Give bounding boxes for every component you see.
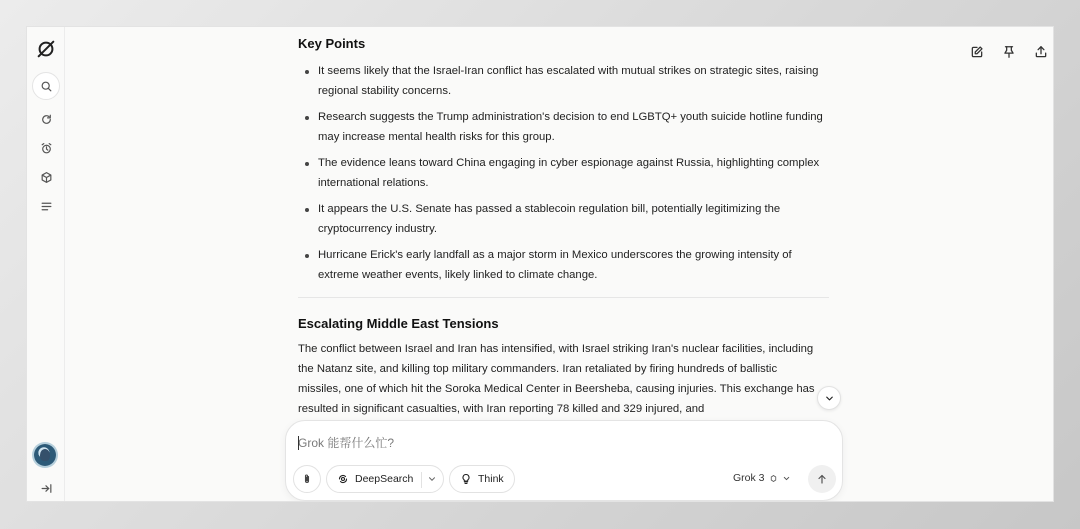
app-window (27, 27, 1053, 501)
model-label: Grok 3 (733, 472, 765, 484)
composer (285, 420, 843, 501)
alarm-icon[interactable] (33, 135, 59, 161)
key-points-heading: Key Points (298, 36, 366, 51)
scroll-to-bottom-button[interactable] (817, 386, 841, 410)
pill-divider (421, 472, 422, 488)
cube-icon[interactable] (33, 164, 59, 190)
list-item: Research suggests the Trump administration's decision to end LGBTQ+ youth suicide hotline funding may increase mental health risks for this group. (298, 107, 829, 147)
chevron-down-icon (824, 393, 835, 404)
model-selector[interactable] (733, 472, 791, 484)
lightbulb-icon (460, 473, 472, 485)
grok-logo-icon[interactable] (33, 36, 59, 62)
pin-icon[interactable] (997, 40, 1021, 64)
arrow-up-icon (816, 473, 828, 485)
chevron-down-icon[interactable] (427, 474, 437, 484)
sidebar (27, 27, 65, 501)
response-content (298, 27, 829, 421)
chevron-down-icon (782, 474, 791, 483)
share-icon[interactable] (1029, 40, 1053, 64)
expand-sidebar-icon[interactable] (33, 475, 59, 501)
divider (298, 297, 829, 298)
list-item: The evidence leans toward China engaging in cyber espionage against Russia, highlighting complex international relations. (298, 153, 829, 193)
model-mode-icon (769, 474, 778, 483)
deepsearch-button[interactable] (326, 465, 444, 493)
send-button[interactable] (808, 465, 836, 493)
list-item: Hurricane Erick's early landfall as a major storm in Mexico underscores the growing intensity of extreme weather events, likely linked to climate change. (298, 245, 829, 285)
text-caret (298, 436, 299, 450)
key-points-list (298, 61, 829, 291)
menu-icon[interactable] (33, 193, 59, 219)
think-button[interactable] (449, 465, 515, 493)
search-icon[interactable] (32, 72, 60, 100)
section-heading: Escalating Middle East Tensions (298, 316, 499, 331)
refresh-icon[interactable] (33, 106, 59, 132)
paperclip-icon (301, 473, 313, 485)
edit-icon[interactable] (965, 40, 989, 64)
avatar[interactable] (34, 444, 56, 466)
list-item: It appears the U.S. Senate has passed a stablecoin regulation bill, potentially legitimizing the cryptocurrency industry. (298, 199, 829, 239)
header-actions (965, 40, 1053, 64)
list-item: It seems likely that the Israel-Iran conflict has escalated with mutual strikes on strategic sites, raising regional stability concerns. (298, 61, 829, 101)
think-label: Think (478, 473, 504, 485)
section-paragraph: The conflict between Israel and Iran has intensified, with Israel striking Iran's nuclear facilities, including the Natanz site, and killing top military commanders. Iran retaliated by firing hundreds of ballistic missiles, one of which hit the Soroka Medical Center in Beersheba, causing injuries. This exchange has resulted in significant casualties, with Iran reporting 78 killed and 329 injured, and (298, 343, 815, 415)
deepsearch-icon (337, 473, 349, 485)
deepsearch-label: DeepSearch (355, 473, 414, 485)
attach-button[interactable] (293, 465, 321, 493)
prompt-input[interactable] (298, 433, 818, 453)
